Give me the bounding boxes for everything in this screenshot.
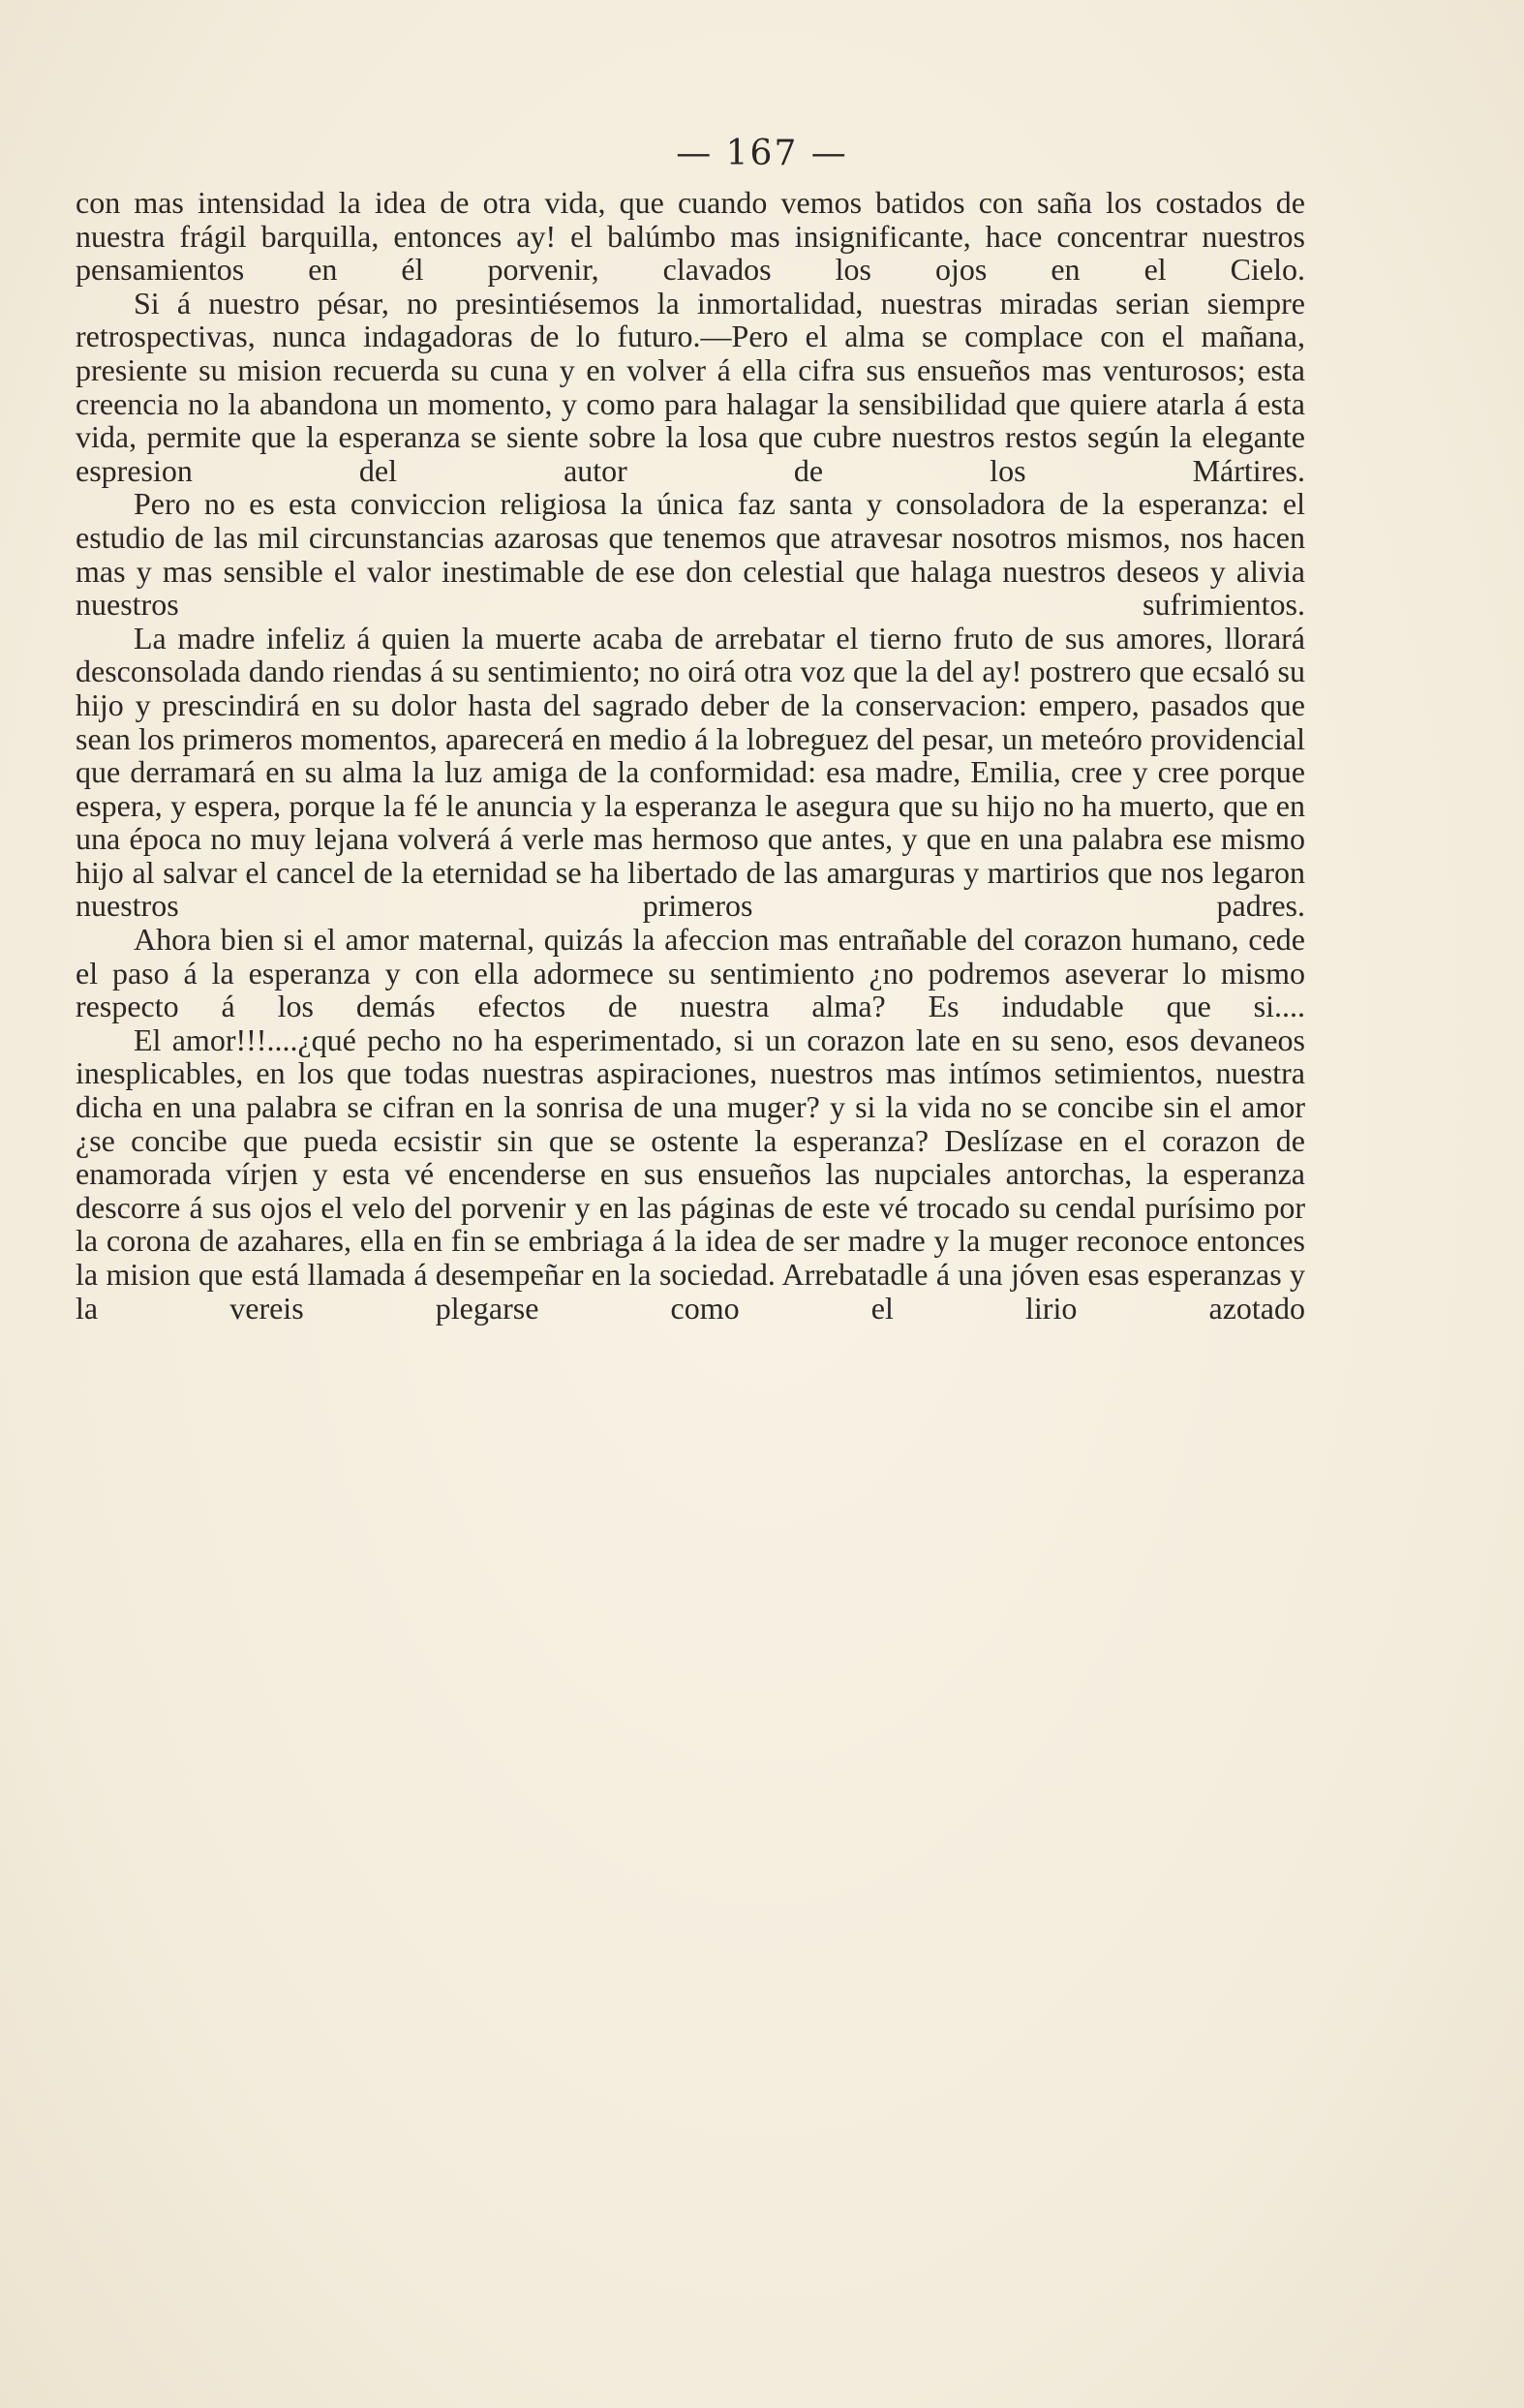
paragraph-5: Ahora bien si el amor maternal, quizás la afeccion mas entrañable del corazon humano, cede el paso á la esperanza y con ella adormece su sentimiento ¿no podremos aseverar lo mismo respecto á los demás efectos de nuestra alma? Es indudable que si.... [76, 922, 1305, 1024]
paragraph-3: Pero no es esta conviccion religiosa la única faz santa y consoladora de la esperanza: el estudio de las mil circunstancias azarosas que tenemos que atravesar nosotros mismos, nos hacen mas y mas sensible el valor inestimable de ese don celestial que halaga nuestros deseos y alivia nuestros sufrimientos. [76, 486, 1305, 623]
body-text [76, 186, 1305, 1325]
page-number: — 167 — [676, 134, 848, 173]
paragraph-6: El amor!!!....¿qué pecho no ha esperimentado, si un corazon late en su seno, esos devaneos inesplicables, en los que todas nuestras aspiraciones, nuestros mas intímos setimientos, nuestra dicha en una palabra se cifran en la sonrisa de una muger? y si la vida no se concibe sin el amor ¿se concibe que pueda ecsistir sin que se ostente la esperanza? Deslízase en el corazon de enamorada vírjen y esta vé encenderse en sus ensueños las nupciales antorchas, la esperanza descorre á sus ojos el velo del porvenir y en las páginas de este vé trocado su cendal purísimo por la corona de azahares, ella en fin se embriaga á la idea de ser madre y la muger reconoce entonces la mision que está llamada á desempeñar en la sociedad. Arrebatadle á una jóven esas esperanzas y la vereis plegarse como el lirio azotado [76, 1021, 1305, 1326]
paragraph-2: Si á nuestro pésar, no presintiésemos la inmortalidad, nuestras miradas serian siempre retrospectivas, nunca indagadoras de lo futuro.—Pero el alma se complace con el mañana, presiente su mision recuerda su cuna y en volver á ella cifra sus ensueños mas venturosos; esta creencia no la abandona un momento, y como para halagar la sensibilidad que quiere atarla á esta vida, permite que la esperanza se siente sobre la losa que cubre nuestros restos según la elegante espresion del autor de los Mártires. [76, 285, 1305, 488]
paragraph-4: La madre infeliz á quien la muerte acaba de arrebatar el tierno fruto de sus amores, llorará desconsolada dando riendas á su sentimiento; no oirá otra voz que la del ay! postrero que ecsaló su hijo y prescindirá en su dolor hasta del sagrado deber de la conservacion: empero, pasados que sean los primeros momentos, aparecerá en medio á la lobreguez del pesar, un meteóro providencial que derramará en su alma la luz amiga de la conformidad: esa madre, Emilia, cree y cree porque espera, y espera, porque la fé le anuncia y la esperanza le asegura que su hijo no ha muerto, que en una época no muy lejana volverá á verle mas hermoso que antes, y que en una palabra ese mismo hijo al salvar el cancel de la eternidad se ha libertado de las amarguras y martirios que nos legaron nuestros primeros padres. [76, 620, 1305, 924]
paragraph-1: con mas intensidad la idea de otra vida, que cuando vemos batidos con saña los costados de nuestra frágil barquilla, entonces ay! el balúmbo mas insignificante, hace concentrar nuestros pensamientos en él porvenir, clavados los ojos en el Cielo. [76, 185, 1305, 288]
